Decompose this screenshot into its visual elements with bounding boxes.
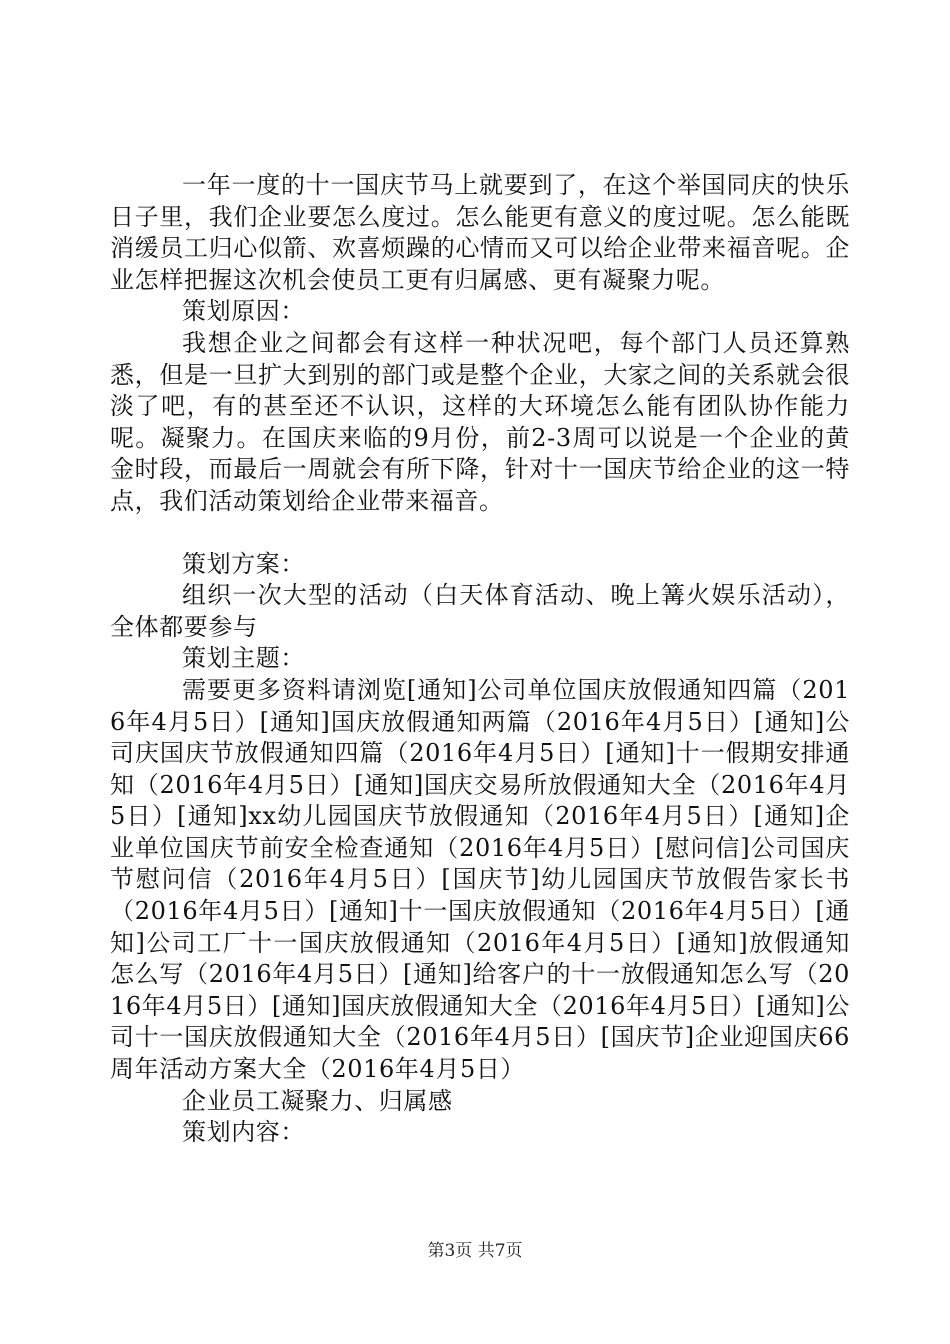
reason-heading: 策划原因： [182,297,305,326]
related-links-paragraph: 需要更多资料请浏览[通知]公司单位国庆放假通知四篇（2016年4月5日）[通知]国庆放假通知两篇（2016年4月5日）[通知]公司庆国庆节放假通知四篇（2016年4月5日）[通知]十一假期安排通知（2016年4月5日）[通知]国庆交易所放假通知大全（2016年4月5日）[通知]xx幼儿园国庆节放假通知（2016年4月5日）[通知]企业单位国庆节前安全检查通知（2016年4月5日）[慰问信]公司国庆节慰问信（2016年4月5日）[国庆节]幼儿园国庆节放假告家长书（2016年4月5日）[通知]十一国庆放假通知（2016年4月5日）[通知]公司工厂十一国庆放假通知（2016年4月5日）[通知]放假通知怎么写（2016年4月5日）[通知]给客户的十一放假通知怎么写（2016年4月5日）[通知]国庆放假通知大全（2016年4月5日）[通知]公司十一国庆放假通知大全（2016年4月5日）[国庆节]企业迎国庆66周年活动方案大全（2016年4月5日） [110,675,850,1084]
content-heading: 策划内容： [182,1118,305,1147]
theme-heading: 策划主题： [182,644,305,673]
theme-paragraph: 企业员工凝聚力、归属感 [182,1086,453,1115]
reason-paragraph: 我想企业之间都会有这样一种状况吧，每个部门人员还算熟悉，但是一旦扩大到别的部门或是整个企业，大家之间的关系就会很淡了吧，有的甚至还不认识，这样的大环境怎么能有团队协作能力呢。凝聚力。在国庆来临的9月份，前2-3周可以说是一个企业的黄金时段，而最后一周就会有所下降，针对十一国庆节给企业的这一特点，我们活动策划给企业带来福音。 [110,328,850,515]
page-number-footer: 第3页 共7页 [427,1241,523,1261]
document-body [110,170,850,1149]
intro-paragraph: 一年一度的十一国庆节马上就要到了，在这个举国同庆的快乐日子里，我们企业要怎么度过。怎么能更有意义的度过呢。怎么能既消缓员工归心似箭、欢喜烦躁的心情而又可以给企业带来福音呢。企业怎样把握这次机会使员工更有归属感、更有凝聚力呢。 [110,171,850,294]
blank-line [110,518,850,549]
plan-paragraph: 组织一次大型的活动（白天体育活动、晚上篝火娱乐活动），全体都要参与 [110,581,850,641]
plan-heading: 策划方案： [182,549,305,578]
